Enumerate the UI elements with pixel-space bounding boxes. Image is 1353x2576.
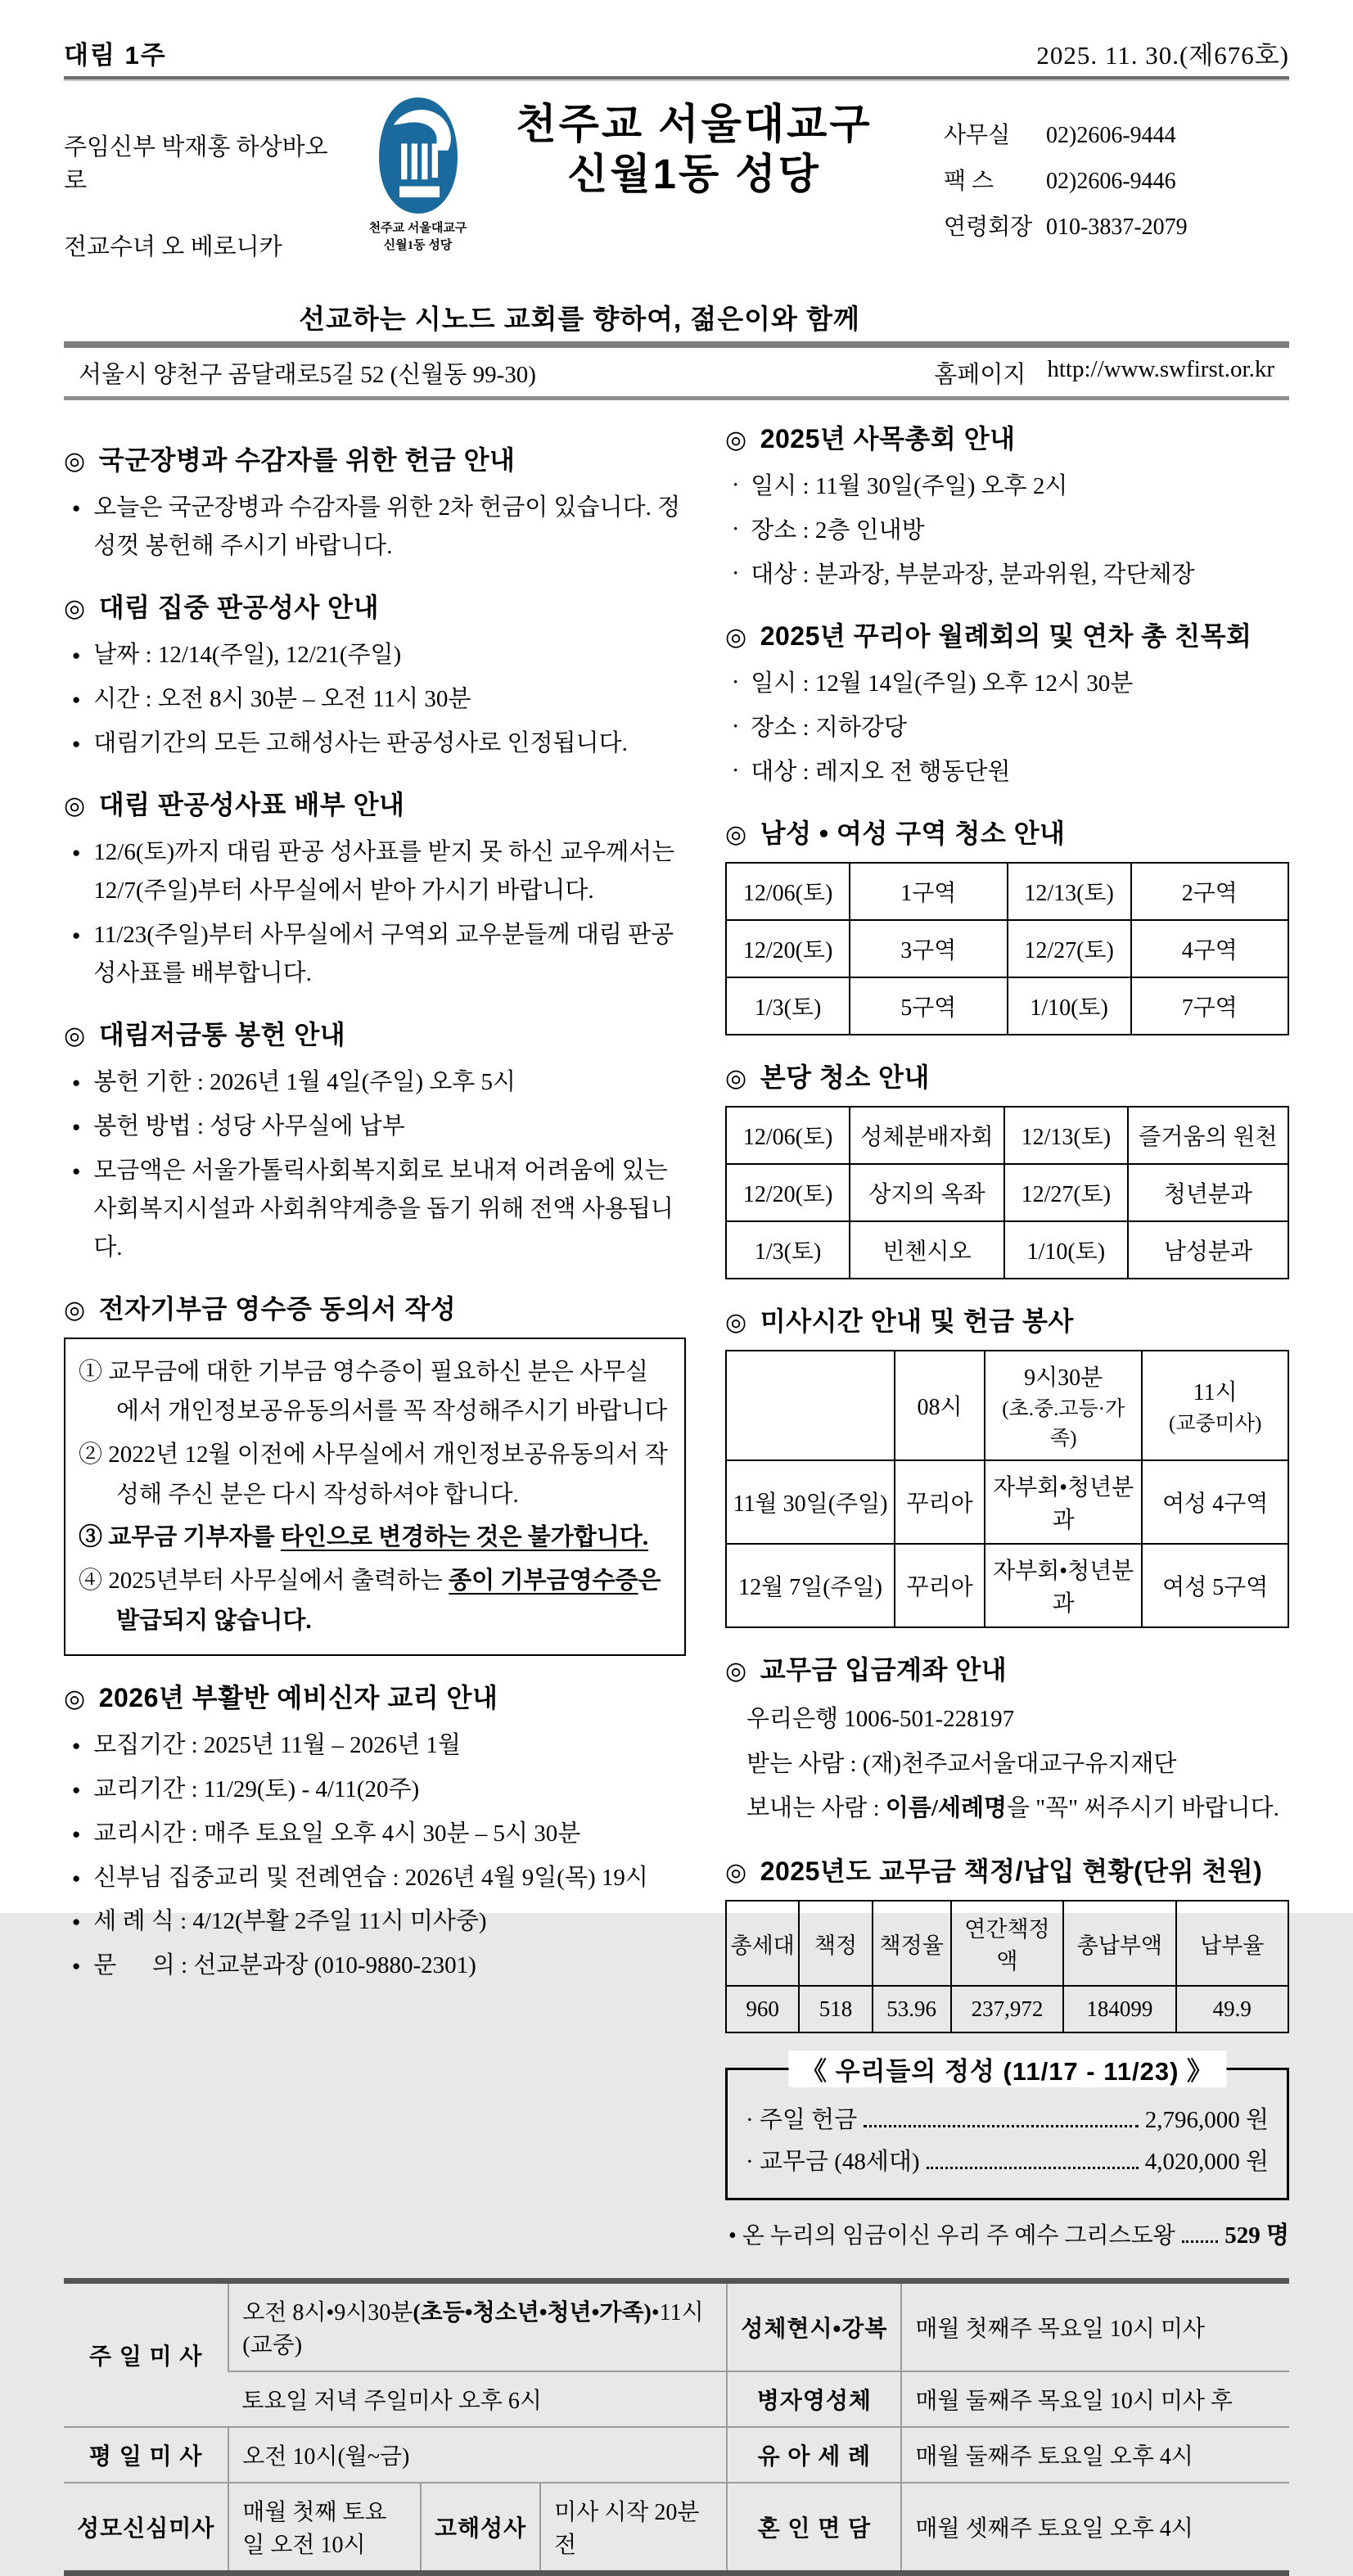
homepage: [934, 356, 1274, 390]
marriage-interview-label: 혼 인 면 담: [727, 2483, 901, 2574]
section-marker: ◎: [725, 1859, 747, 1887]
fax-number: 팩 스 02)2606-9446: [944, 169, 1176, 194]
infant-baptism-label: 유 아 세 례: [727, 2427, 901, 2483]
table-row: [64, 2371, 1289, 2427]
section-title: 미사시간 안내 및 헌금 봉사: [760, 1306, 1074, 1336]
bullet-item: ● 모금액은 서울가톨릭사회복지회로 보내져 어려움에 있는 사회복지시설과 사회취약계층을 돕기 위해 전액 사용됩니다.: [72, 1152, 686, 1267]
parish-logo-icon: [370, 96, 467, 215]
bullet-item: ● 세 례 식 : 4/12(부활 2주일 11시 미사중): [72, 1902, 686, 1941]
section-title: 2025년도 교무금 책정/납입 현황(단위 천원): [760, 1856, 1263, 1887]
section-title: 교무금 입금계좌 안내: [760, 1654, 1008, 1685]
parish-address: 서울시 양천구 곰달래로5길 52 (신월동 99-30): [79, 362, 536, 388]
table-row: 12/20(토) 상지의 옥좌 12/27(토) 청년분과: [726, 1164, 1288, 1221]
dotted-leader: [1182, 2240, 1219, 2243]
bullet-item: ● 봉헌 방법 : 성당 사무실에 납부: [72, 1108, 686, 1146]
content-columns: [64, 418, 1289, 2250]
section-marker: ◎: [725, 623, 747, 651]
table-row: 1/3(토) 5구역 1/10(토) 7구역: [726, 977, 1288, 1035]
dotted-leader: [927, 2167, 1139, 2169]
bullet-item: • 일시 : 11월 30일(주일) 오후 2시: [733, 467, 1289, 506]
parish-logo: [346, 96, 489, 295]
table-row: 11월 30일(주일) 꾸리아 자부회•청년분과 여성 4구역: [726, 1460, 1288, 1544]
table-row: 12/20(토) 3구역 12/27(토) 4구역: [726, 920, 1288, 977]
bullet-icon: ●: [72, 844, 81, 860]
bullet-item: ● 대림기간의 모든 고해성사는 판공성사로 인정됩니다.: [72, 724, 686, 763]
slogan-rule: [64, 341, 1289, 348]
bullet-icon: ●: [72, 500, 81, 516]
section-district-cleaning: [725, 813, 1289, 1035]
bullet-icon: ●: [72, 927, 81, 943]
section-title: 2026년 부활반 예비신자 교리 안내: [98, 1682, 498, 1712]
sister-name: 전교수녀 오 베로니카: [64, 234, 282, 260]
marian-mass-time: 매월 첫째 토요일 오전 10시: [228, 2483, 421, 2574]
bullet-item: • 대상 : 분과장, 부분과장, 분과위원, 각단체장: [733, 556, 1289, 594]
bullet-icon: ●: [72, 1781, 81, 1798]
weekday-mass-label: 평 일 미 사: [64, 2427, 228, 2483]
table-row: [64, 2427, 1289, 2483]
church-title: [489, 96, 899, 295]
bullet-icon: ●: [72, 1958, 81, 1974]
section-title: 전자기부금 영수증 동의서 작성: [98, 1293, 457, 1324]
bullet-item: ● 신부님 집중교리 및 전례연습 : 2026년 4월 9일(목) 19시: [72, 1859, 686, 1897]
section-title: 2025년 사목총회 안내: [760, 424, 1016, 453]
bullet-icon: ●: [72, 691, 81, 707]
liturgical-week-label: 대림 1주: [64, 41, 167, 70]
table-header-row: 08시 9시30분 (초.중.고등·가족) 11시 (교중미사): [726, 1351, 1288, 1460]
account-holder: 받는 사람 : (재)천주교서울대교구유지재단: [746, 1750, 1177, 1777]
section-marker: ◎: [64, 448, 86, 475]
infant-baptism-time: 매월 둘째주 토요일 오후 4시: [901, 2427, 1289, 2483]
clergy-names: [64, 96, 346, 295]
sunday-mass-label: 주 일 미 사: [88, 2344, 203, 2370]
sick-communion-label: 병자영성체: [727, 2371, 901, 2427]
bullet-item: ● 날짜 : 12/14(주일), 12/21(주일): [72, 636, 686, 674]
bullet-icon: •: [733, 720, 738, 733]
section-title: 2025년 꾸리아 월례회의 및 연차 총 친목회: [760, 620, 1252, 651]
offering-row-sunday: · 주일 헌금 2,796,000 원: [746, 2107, 1269, 2134]
section-confession-card: [64, 784, 686, 993]
section-advent-savings: [64, 1014, 686, 1267]
bullet-item: ● 11/23(주일)부터 사무실에서 구역외 교우분들께 대림 판공성사표를 배부합니다.: [72, 916, 686, 993]
homepage-url: http://www.swfirst.or.kr: [1047, 356, 1274, 382]
parish-slogan: 선교하는 시노드 교회를 향하여, 젊은이와 함께: [299, 304, 860, 334]
mass-offering-table: [725, 1350, 1289, 1628]
table-row: 1/3(토) 빈첸시오 1/10(토) 남성분과: [726, 1221, 1288, 1279]
office-phone: 사무실 02)2606-9444: [944, 123, 1176, 148]
confession-label: 고해성사: [421, 2483, 540, 2574]
section-marker: ◎: [64, 1022, 86, 1049]
section-advent-confession: [64, 587, 686, 763]
section-mass-time-offering: [725, 1301, 1289, 1628]
weekly-offering-box: [725, 2057, 1289, 2200]
parish-cleaning-table: [725, 1106, 1289, 1279]
logo-caption-line1: 천주교 서울대교구: [368, 222, 467, 235]
section-bank-account: [725, 1649, 1289, 1829]
bullet-icon: •: [733, 675, 738, 689]
section-parish-cleaning: [725, 1057, 1289, 1279]
section-marker: ◎: [725, 1308, 747, 1336]
bullet-item: ● 교리시간 : 매주 토요일 오후 4시 30분 – 5시 30분: [72, 1815, 686, 1853]
section-marker: ◎: [64, 1296, 86, 1324]
bullet-icon: •: [733, 566, 738, 580]
section-marker: ◎: [725, 820, 747, 848]
confession-time: 미사 시작 20분 전: [540, 2483, 727, 2574]
mass-attendance-line: • 온 누리의 임금이신 우리 주 예수 그리스도왕 529 명: [728, 2222, 1289, 2249]
yeonryeong-phone: 연령회장 010-3837-2079: [944, 214, 1188, 240]
table-row: [64, 2281, 1289, 2372]
section-title: 본당 청소 안내: [760, 1062, 930, 1092]
bank-account-number: 우리은행 1006-501-228197: [746, 1705, 1015, 1732]
section-marker: ◎: [725, 1064, 747, 1092]
pastor-name: 주임신부 박재홍 하상바오로: [64, 134, 328, 194]
bullet-item: • 장소 : 지하강당: [733, 709, 1289, 747]
bullet-icon: ●: [72, 1914, 81, 1930]
weekly-offering-title: 《 우리들의 정성 (11/17 - 11/23) 》: [788, 2050, 1226, 2087]
left-column: [64, 418, 686, 2250]
bullet-item: ● 모집기간 : 2025년 11월 – 2026년 1월: [72, 1726, 686, 1765]
table-row: 12/06(토) 1구역 12/13(토) 2구역: [726, 863, 1288, 920]
bullet-icon: ●: [72, 1162, 81, 1179]
weekday-mass-time: 오전 10시(월~금): [228, 2427, 727, 2483]
header-rule: [64, 76, 1289, 81]
table-row: 960 518 53.96 237,972 184099 49.9: [726, 1986, 1288, 2032]
adoration-time: 매월 첫째주 목요일 10시 미사: [901, 2281, 1289, 2372]
section-gyomugeum-status: [725, 1851, 1289, 2033]
section-title: 국군장병과 수감자를 위한 헌금 안내: [98, 445, 516, 475]
section-marker: ◎: [64, 1685, 86, 1712]
notice-item-3: ③ 교무금 기부자를 타인으로 변경하는 것은 불가합니다.: [79, 1524, 649, 1551]
notice-item-4: ④ 2025년부터 사무실에서 출력하는 종이 기부금영수증은 발급되지 않습니다.: [79, 1568, 661, 1634]
section-title: 대림저금통 봉헌 안내: [98, 1019, 346, 1049]
section-marker: ◎: [64, 792, 86, 819]
notice-item-1: ① 교무금에 대한 기부금 영수증이 필요하신 분은 사무실에서 개인정보공유동의서를 꼭 작성해주시기 바랍니다: [79, 1358, 668, 1425]
sick-communion-time: 매월 둘째주 목요일 10시 미사 후: [901, 2371, 1289, 2427]
sunday-mass-times: 오전 8시•9시30분(초등•청소년•청년•가족)•11시(교중): [228, 2281, 727, 2372]
bullet-item: ● 12/6(토)까지 대림 판공 성사표를 받지 못 하신 교우께서는 12/7(주일)부터 사무실에서 받아 가시기 바랍니다.: [72, 833, 686, 910]
table-row: 12월 7일(주일) 꾸리아 자부회•청년분과 여성 5구역: [726, 1544, 1288, 1627]
section-marker: ◎: [64, 594, 86, 622]
saturday-mass-time: 토요일 저녁 주일미사 오후 6시: [228, 2371, 727, 2427]
marian-mass-label: 성모신심미사: [64, 2483, 228, 2574]
bullet-icon: ●: [72, 1074, 81, 1090]
gyomugeum-status-table: [725, 1900, 1289, 2033]
address-rule: [64, 396, 1289, 400]
bullet-icon: •: [733, 479, 738, 492]
contact-info: [899, 96, 1289, 295]
section-marker: ◎: [725, 1657, 747, 1685]
bullet-item: • 일시 : 12월 14일(주일) 오후 12시 30분: [733, 665, 1289, 703]
section-military-offering: [64, 440, 686, 566]
top-row: [64, 34, 1289, 71]
church-title-line1: 천주교 서울대교구: [516, 101, 873, 147]
address-row: [64, 348, 1289, 396]
masthead: [64, 96, 1289, 295]
sender-instruction: 보내는 사람 : 이름/세례명을 "꼭" 써주시기 바랍니다.: [746, 1795, 1279, 1822]
issue-date: 2025. 11. 30.(제676호): [1036, 41, 1289, 70]
bullet-item: • 대상 : 레지오 전 행동단원: [733, 753, 1289, 792]
bullet-icon: ●: [72, 1118, 81, 1135]
adoration-label: 성체현시•강복: [727, 2281, 901, 2372]
homepage-label: 홈페이지: [934, 362, 1026, 388]
section-catechumen-class: [64, 1677, 686, 1986]
bullet-item: ● 봉헌 기한 : 2026년 1월 4일(주일) 오후 5시: [72, 1063, 686, 1102]
bullet-icon: •: [733, 522, 738, 536]
table-row: 12/06(토) 성체분배자회 12/13(토) 즐거움의 원천: [726, 1107, 1288, 1164]
dotted-leader: [864, 2125, 1139, 2127]
bullet-item: • 장소 : 2층 인내방: [733, 512, 1289, 550]
table-header-row: 총세대 책정 책정율 연간책정액 총납부액 납부율: [726, 1901, 1288, 1986]
section-donation-receipt: [64, 1288, 686, 1656]
marriage-interview-time: 매월 셋째주 토요일 오후 4시: [901, 2483, 1289, 2574]
table-row: [64, 2483, 1289, 2574]
mass-schedule-table: [64, 2278, 1289, 2576]
section-curia-meeting: [725, 616, 1289, 792]
bullet-item: ● 시간 : 오전 8시 30분 – 오전 11시 30분: [72, 680, 686, 719]
bullet-icon: ●: [72, 1870, 81, 1886]
right-column: [725, 418, 1289, 2250]
bullet-icon: ●: [72, 1825, 81, 1842]
bullet-icon: ●: [72, 735, 81, 751]
bullet-item: ● 문 의 : 선교분과장 (010-9880-2301): [72, 1947, 686, 1985]
notice-item-2: ② 2022년 12월 이전에 사무실에서 개인정보공유동의서 작성해 주신 분은 다시 작성하셔야 합니다.: [79, 1441, 668, 1508]
bullet-icon: •: [733, 764, 738, 778]
donation-receipt-notice-box: [64, 1338, 686, 1656]
bullet-icon: ●: [72, 1737, 81, 1753]
district-cleaning-table: [725, 862, 1289, 1035]
section-pastoral-meeting: [725, 418, 1289, 594]
bullet-item: ● 오늘은 국군장병과 수감자를 위한 2차 헌금이 있습니다. 정성껏 봉헌해 주시기 바랍니다.: [72, 489, 686, 566]
section-title: 대림 집중 판공성사 안내: [98, 592, 379, 622]
section-title: 남성 • 여성 구역 청소 안내: [760, 818, 1066, 848]
bullet-item: ● 교리기간 : 11/29(토) - 4/11(20주): [72, 1771, 686, 1809]
offering-row-gyomugeum: · 교무금 (48세대) 4,020,000 원: [746, 2149, 1269, 2176]
church-title-line2: 신월1동 성당: [567, 151, 821, 198]
logo-caption-line2: 신월1동 성당: [383, 238, 453, 252]
section-title: 대림 판공성사표 배부 안내: [98, 789, 405, 819]
bullet-icon: ●: [72, 647, 81, 663]
section-marker: ◎: [725, 426, 747, 453]
